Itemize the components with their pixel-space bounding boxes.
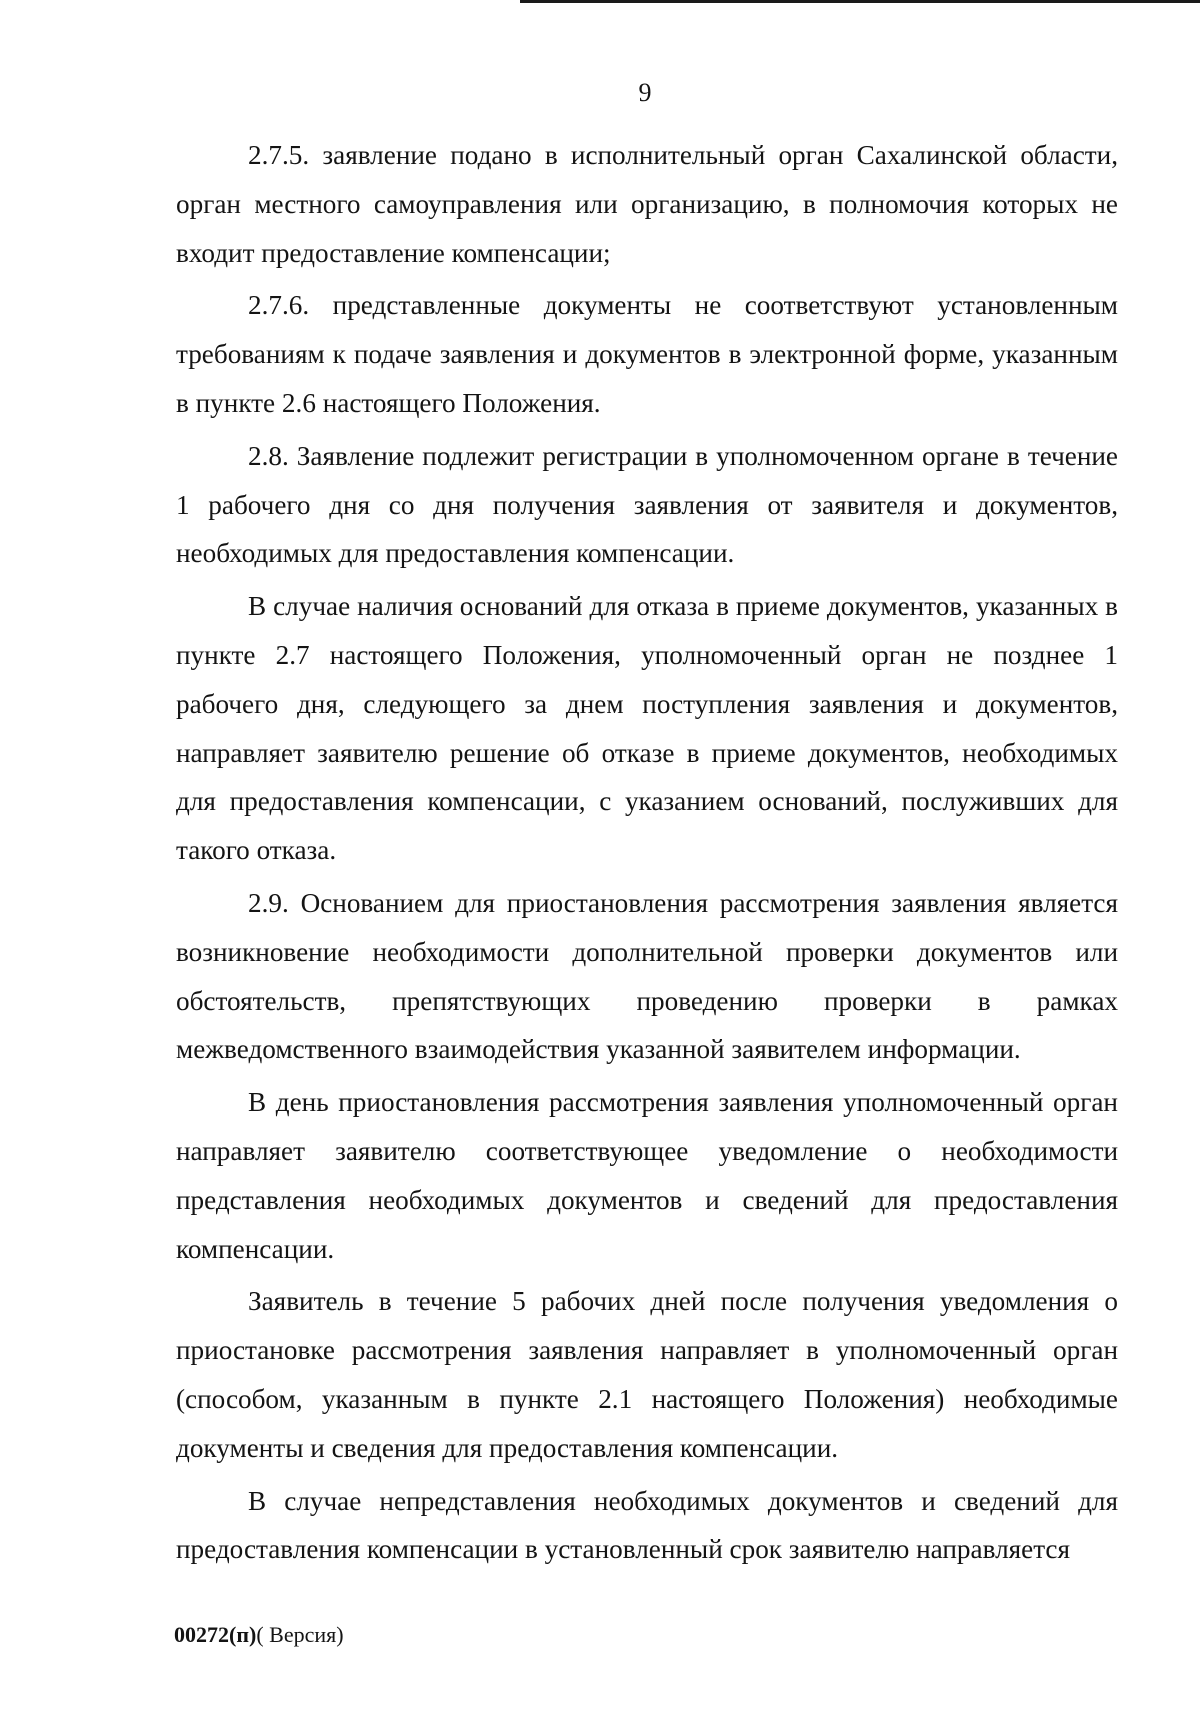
paragraph-applicant-response: Заявитель в течение 5 рабочих дней после получения уведомления о приостановке рассмотрения заявления направляет в уполномоченный орган (способом, указанным в пункте 2.1 настоящего Положения) необходимые документы и сведения для предоставления компенсации. — [176, 1286, 1118, 1463]
paragraph-2-7-6: 2.7.6. представленные документы не соответствуют установленным требованиям к подаче заявления и документов в электронной форме, указанным в пункте 2.6 настоящего Положения. — [176, 290, 1118, 418]
page-number: 9 — [638, 78, 652, 107]
document-code: 00272(п) — [174, 1622, 257, 1647]
document-body — [176, 131, 1118, 1578]
document-version: ( Версия) — [256, 1622, 344, 1647]
paragraph-2-9: 2.9. Основанием для приостановления рассмотрения заявления является возникновение необходимости дополнительной проверки документов или обстоятельств, препятствующих проведению проверки в рамках межведомственного взаимодействия указанной заявителем информации. — [176, 887, 1118, 1065]
paragraph-2-7-5: 2.7.5. заявление подано в исполнительный орган Сахалинской области, орган местного самоуправления или организацию, в полномочия которых не входит предоставление компенсации; — [176, 140, 1118, 268]
paragraph-refusal: В случае наличия оснований для отказа в приеме документов, указанных в пункте 2.7 настоящего Положения, уполномоченный орган не позднее 1 рабочего дня, следующего за днем поступления заявления и документов, направляет заявителю решение об отказе в приеме документов, необходимых для предоставления компенсации, с указанием оснований, послуживших для такого отказа. — [176, 591, 1118, 866]
paragraph-non-submission: В случае непредставления необходимых документов и сведений для предоставления компенсации в установленный срок заявителю направляется — [176, 1485, 1118, 1565]
top-rule — [520, 0, 1200, 3]
paragraph-2-8: 2.8. Заявление подлежит регистрации в уполномоченном органе в течение 1 рабочего дня со дня получения заявления от заявителя и документов, необходимых для предоставления компенсации. — [176, 440, 1118, 569]
document-footer — [174, 1622, 344, 1648]
paragraph-suspension-day: В день приостановления рассмотрения заявления уполномоченный орган направляет заявителю соответствующее уведомление о необходимости представления необходимых документов и сведений для предоставления компенсации. — [176, 1087, 1118, 1264]
